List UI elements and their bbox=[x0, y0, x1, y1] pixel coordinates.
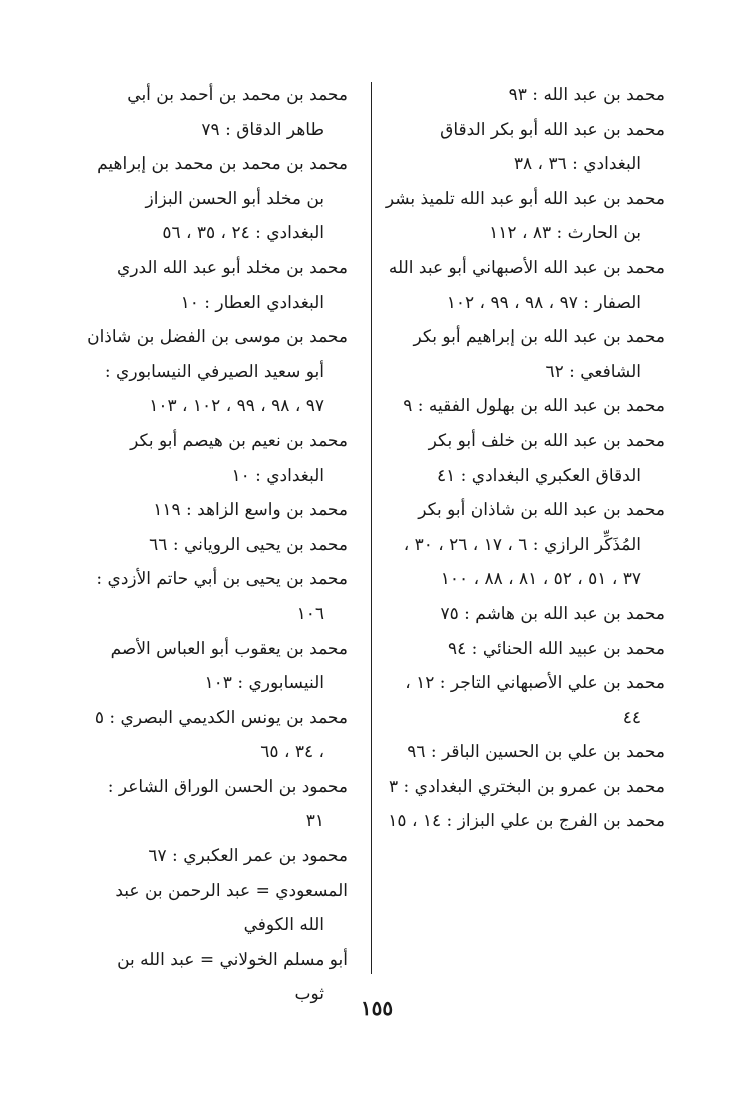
index-entry: محمد بن يعقوب أبو العباس الأصم النيسابوري : ١٠٣ bbox=[110, 638, 348, 694]
index-entry: محمد بن عبد الله بن إبراهيم أبو بكر الشافعي : ٦٢ bbox=[413, 327, 665, 382]
page-number: ١٥٥ bbox=[360, 996, 394, 1020]
index-entry: محمد بن نعيم بن هيصم أبو بكر البغدادي : ١٠ bbox=[130, 430, 348, 486]
index-entry: محمد بن محمد بن أحمد بن أبي طاهر الدقاق : ٧٩ bbox=[127, 85, 348, 140]
index-entry: محمد بن عبد الله بن هاشم : ٧٥ bbox=[440, 603, 665, 624]
index-entry: أبو مسلم الخولاني = عبد الله بن ثوب bbox=[117, 949, 348, 1005]
index-entry: محمد بن الفرج بن علي البزاز : ١٤ ، ١٥ bbox=[388, 811, 665, 832]
index-entry: محمد بن عبد الله الأصبهاني أبو عبد الله الصفار : ٩٧ ، ٩٨ ، ٩٩ ، ١٠٢ bbox=[388, 257, 665, 313]
index-entry: محمود بن عمر العكبري : ٦٧ bbox=[148, 846, 348, 867]
index-entry: محمد بن علي بن الحسين الباقر : ٩٦ bbox=[407, 742, 665, 763]
index-entry: محمد بن عبد الله : ٩٣ bbox=[508, 85, 665, 105]
index-entry: محمد بن عبد الله بن بهلول الفقيه : ٩ bbox=[403, 396, 665, 417]
index-entry: محمد بن مخلد أبو عبد الله الدري البغدادي العطار : ١٠ bbox=[117, 257, 348, 313]
index-entry: محمد بن واسع الزاهد : ١١٩ bbox=[153, 500, 348, 521]
index-entry: محمد بن عبد الله أبو عبد الله تلميذ بشر بن الحارث : ٨٣ ، ١١٢ bbox=[385, 188, 665, 244]
index-entry: المسعودي = عبد الرحمن بن عبد الله الكوفي bbox=[115, 880, 348, 936]
index-column-right bbox=[385, 78, 665, 839]
index-entry: محمد بن علي الأصبهاني التاجر : ١٢ ، ٤٤ bbox=[405, 673, 665, 728]
index-entry: محمد بن عبد الله بن خلف أبو بكر الدقاق العكبري البغدادي : ٤١ bbox=[428, 430, 665, 486]
index-entry: محمد بن يحيى الروياني : ٦٦ bbox=[149, 534, 348, 555]
index-entry: محمد بن عبيد الله الحنائي : ٩٤ bbox=[448, 638, 665, 659]
index-entry: محمد بن محمد بن محمد بن إبراهيم بن مخلد أبو الحسن البزاز البغدادي : ٢٤ ، ٣٥ ، ٥٦ bbox=[97, 154, 348, 244]
index-entry: محمد بن يحيى بن أبي حاتم الأزدي : ١٠٦ bbox=[96, 569, 348, 624]
index-column-left bbox=[86, 78, 348, 1012]
index-entry: محمود بن الحسن الوراق الشاعر : ٣١ bbox=[107, 776, 348, 832]
index-entry: محمد بن عبد الله بن شاذان أبو بكر المُذَكِّر الرازي : ٦ ، ١٧ ، ٢٦ ، ٣٠ ، ٣٧ ، ٥١ ، ٥٢ ، ٨١ ، ٨٨ ، ١٠٠ bbox=[403, 500, 665, 590]
index-entry: محمد بن عمرو بن البختري البغدادي : ٣ bbox=[388, 776, 665, 797]
index-entry: محمد بن موسى بن الفضل بن شاذان أبو سعيد الصيرفي النيسابوري : ٩٧ ، ٩٨ ، ٩٩ ، ١٠٢ ، ١٠٣ bbox=[87, 327, 348, 417]
column-divider bbox=[371, 82, 372, 974]
index-entry: محمد بن يونس الكديمي البصري : ٥ ، ٣٤ ، ٦٥ bbox=[94, 707, 348, 763]
index-entry: محمد بن عبد الله أبو بكر الدقاق البغدادي : ٣٦ ، ٣٨ bbox=[440, 119, 665, 175]
